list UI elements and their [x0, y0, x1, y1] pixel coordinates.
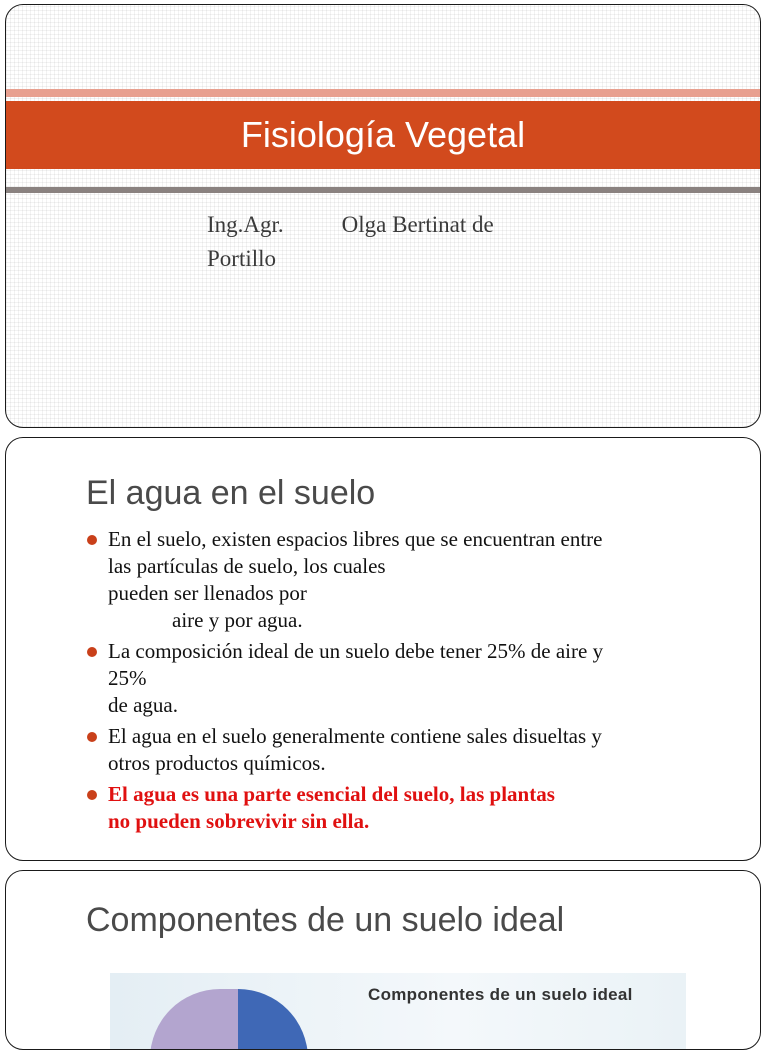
- slide-title: Fisiología Vegetal: [240, 114, 526, 155]
- bullet-line: las partículas de suelo, los cuales: [108, 554, 386, 578]
- title-top-stripe: [6, 89, 760, 97]
- bullet-line: de agua.: [108, 693, 178, 717]
- bullet-line: no pueden sobrevivir sin ella.: [108, 809, 370, 833]
- bullet-line-part: aire y por agua.: [172, 608, 303, 632]
- bullet-line: En el suelo, existen espacios libres que se encuentran entre: [108, 527, 603, 551]
- pie-chart-image: [110, 973, 686, 1050]
- bullet-item-2: [86, 638, 726, 719]
- chart-caption: Componentes de un suelo ideal: [368, 985, 633, 1004]
- author-surname: Portillo: [207, 246, 277, 271]
- bullet-item-3: [86, 723, 726, 777]
- bullet-line-part: pueden ser llenados por: [108, 581, 307, 605]
- water-in-soil-slide: [5, 437, 761, 861]
- slide-heading: El agua en el suelo: [86, 474, 376, 512]
- ideal-soil-components-slide: [5, 870, 761, 1050]
- author-degree: Ing.Agr.: [207, 212, 284, 237]
- bullet-list: [86, 526, 726, 839]
- bullet-line: La composición ideal de un suelo debe tener 25% de aire y: [108, 639, 604, 663]
- bullet-line: otros productos químicos.: [108, 751, 326, 775]
- bullet-line: [108, 580, 726, 634]
- bullet-item-1: [86, 526, 726, 634]
- title-slide: [5, 4, 761, 428]
- author-name: Olga Bertinat de: [341, 212, 494, 237]
- bullet-item-4-emphasis: [86, 781, 726, 835]
- title-under-stripe: [6, 187, 760, 193]
- bullet-line: 25%: [108, 666, 147, 690]
- bullet-line: El agua es una parte esencial del suelo, las plantas: [108, 782, 555, 806]
- bullet-line: El agua en el suelo generalmente contiene sales disueltas y: [108, 724, 602, 748]
- slide-heading: Componentes de un suelo ideal: [86, 901, 565, 939]
- author-subtitle: [207, 208, 627, 276]
- pie-slice: [238, 989, 308, 1050]
- pie-slice: [150, 989, 238, 1050]
